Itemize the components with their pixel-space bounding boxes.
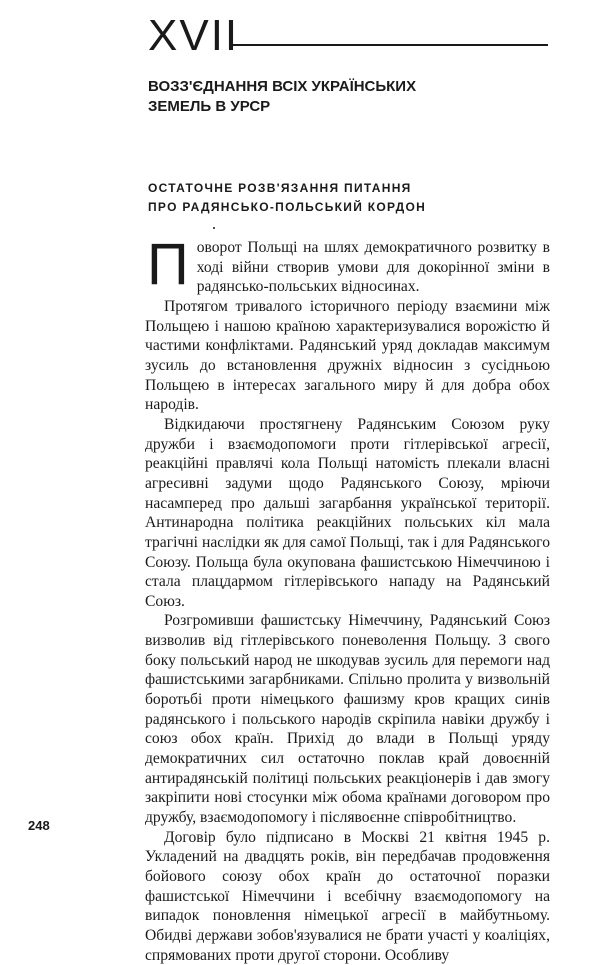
chapter-rule <box>232 44 548 46</box>
paragraph-1-text: оворот Польщі на шлях демократичного розвитку в ході війни створив умови для докорінної зміни в радянсько-польських відносинах. <box>196 239 550 296</box>
page-number: 248 <box>28 818 50 833</box>
section-title-line: ОСТАТОЧНЕ РОЗВ'ЯЗАННЯ ПИТАННЯ <box>148 181 412 195</box>
section-title-line: ПРО РАДЯНСЬКО-ПОЛЬСЬКИЙ КОРДОН <box>148 200 427 214</box>
chapter-number: XVII <box>148 11 240 60</box>
chapter-title-line: ЗЕМЕЛЬ В УРСР <box>148 98 271 115</box>
paragraph-2: Протягом тривалого історичного періоду взаємини між Польщею і нашою країною характеризувалися ворожістю й частими конфліктами. Радянський уряд докладав максимум зусиль до встановлення дружніх відносин з сусідньою Польщею в інтересах загального миру й для добра обох народів. <box>145 297 550 414</box>
decorative-dot <box>213 227 215 229</box>
chapter-title <box>148 77 568 117</box>
drop-cap: П <box>147 232 189 297</box>
paragraph-5: Договір було підписано в Москві 21 квітня 1945 р. Укладений на двадцять років, він передбачав продовження бойового союзу обох країн до остаточної поразки фашистської Німеччини і всебічну взаємодопомогу на випадок поновлення німецької агресії в майбутньому. Обидві держави зобов'язувалися не брати участі у коаліціях, спрямованих проти другої сторони. Особливу <box>145 828 550 964</box>
paragraph-1 <box>145 232 550 297</box>
paragraph-4: Розгромивши фашистську Німеччину, Радянський Союз визволив від гітлерівського поневолення Польщу. З свого боку польський народ не шкодував зусиль для перемоги над фашистськими загарбниками. Спільно пролита у визвольній боротьбі проти німецького фашизму кров кращих синів радянського і польського народів скріпила навіки дружбу і союз обох країн. Прихід до влади в Польщі уряду демократичних сил остаточно поклав край довоєнній антирадянській політиці польських реакціонерів і дав змогу закріпити нові стосунки між обома країнами договором про дружбу, взаємодопомогу і післявоєнне співробітництво. <box>145 612 550 827</box>
chapter-title-line: ВОЗЗ'ЄДНАННЯ ВСІХ УКРАЇНСЬКИХ <box>148 78 417 95</box>
paragraph-3: Відкидаючи простягнену Радянським Союзом руку дружби і взаємодопомоги проти гітлерівської агресії, реакційні правлячі кола Польщі натомість плекали власні агресивні задуми щодо Радянського Союзу, мріючи насамперед про дальші загарбання української території. Антинародна політика реакційних польських кіл мала трагічні наслідки як для самої Польщі, так і для Радянського Союзу. Польща була окупована фашистською Німеччиною і стала плацдармом гітлерівського нападу на Радянський Союз. <box>145 415 550 610</box>
body-text <box>145 232 550 965</box>
section-title <box>148 179 568 217</box>
